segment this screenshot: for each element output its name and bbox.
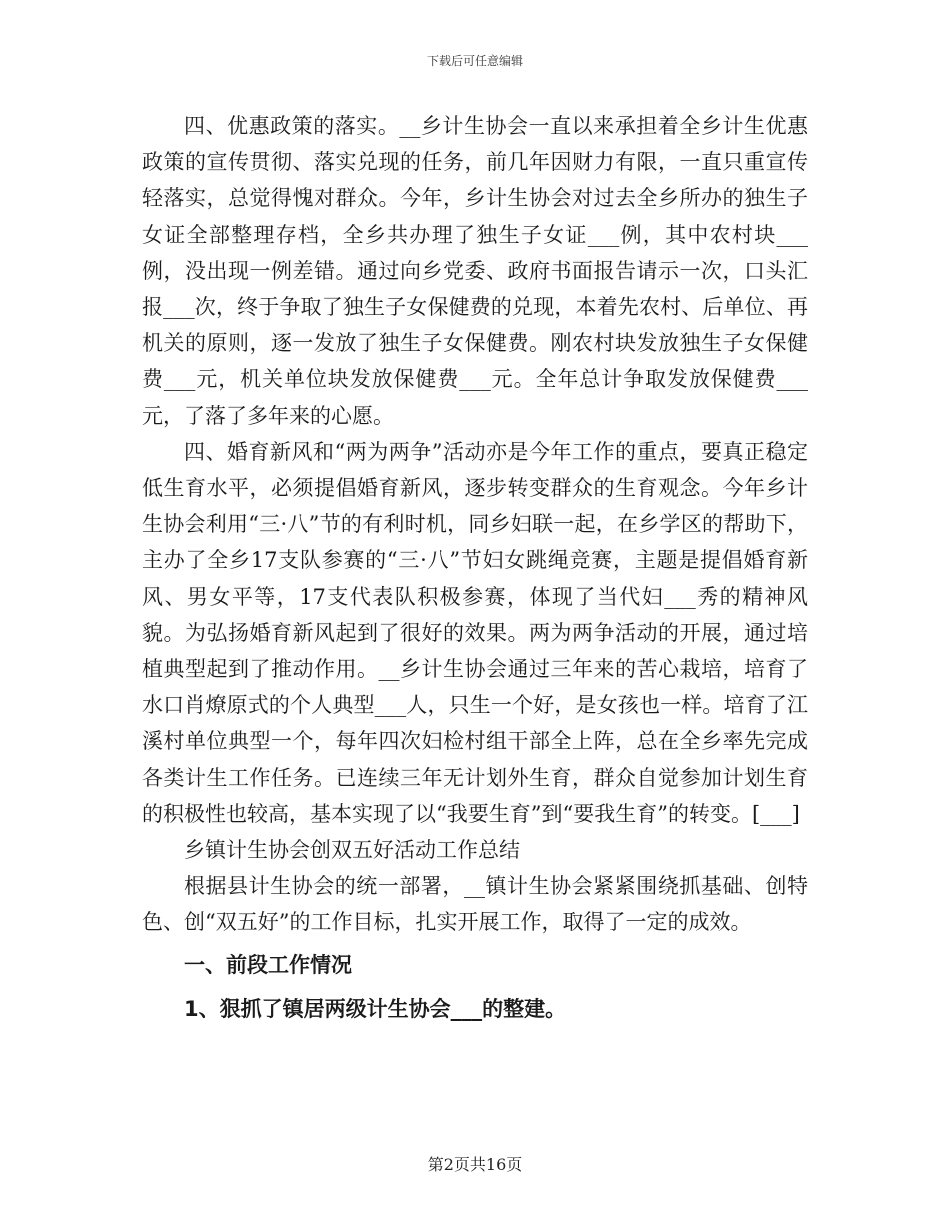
section-title: 乡镇计生协会创双五好活动工作总结 <box>184 838 520 863</box>
paragraph-intro: 根据县计生协会的统一部署，__镇计生协会紧紧围绕抓基础、创特色、创“双五好”的工作目标，扎实开展工作，取得了一定的成效。 <box>142 874 808 935</box>
document-body <box>142 108 808 1029</box>
heading-item-1: 1、狠抓了镇居两级计生协会___的整建。 <box>184 996 567 1021</box>
page-header: 下载后可任意编辑 <box>426 54 523 68</box>
paragraph-preferential-policy: 四、优惠政策的落实。__乡计生协会一直以来承担着全乡计生优惠政策的宣传贯彻、落实兑现的任务，前几年因财力有限，一直只重宣传轻落实，总觉得愧对群众。今年，乡计生协会对过去全乡所办的独生子女证全部整理存档，全乡共办理了独生子女证___例，其中农村块___例，没出现一例差错。通过向乡党委、政府书面报告请示一次，口头汇报___次，终于争取了独生子女保健费的兑现，本着先农村、后单位、再机关的原则，逐一发放了独生子女保健费。刚农村块发放独生子女保健费___元，机关单位块发放保健费___元。全年总计争取发放保健费___元，了落了多年来的心愿。 <box>142 114 808 428</box>
page-number: 第2页共16页 <box>427 1155 523 1174</box>
heading-previous-work: 一、前段工作情况 <box>184 952 352 977</box>
paragraph-marriage-new-custom: 四、婚育新风和“两为两争”活动亦是今年工作的重点，要真正稳定低生育水平，必须提倡婚育新风，逐步转变群众的生育观念。今年乡计生协会利用“三·八”节的有利时机，同乡妇联一起，在乡学区的帮助下，主办了全乡17支队参赛的“三·八”节妇女跳绳竞赛，主题是提倡婚育新风、男女平等，17支代表队积极参赛，体现了当代妇___秀的精神风貌。为弘扬婚育新风起到了很好的效果。两为两争活动的开展，通过培植典型起到了推动作用。__乡计生协会通过三年来的苦心栽培，培育了水口肖燎原式的个人典型___人，只生一个好，是女孩也一样。培育了江溪村单位典型一个，每年四次妇检村组干部全上阵，总在全乡率先完成各类计生工作任务。已连续三年无计划外生育，群众自觉参加计划生育的积极性也较高，基本实现了以“我要生育”到“要我生育”的转变。[___] <box>142 439 808 826</box>
